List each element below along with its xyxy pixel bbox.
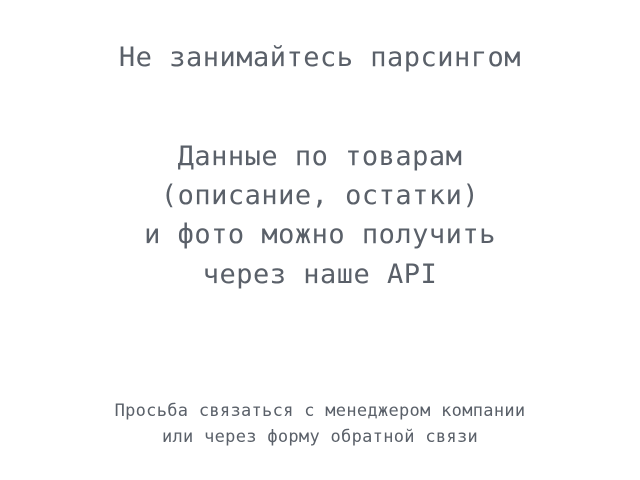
main-message-line: Данные по товарам xyxy=(177,141,463,173)
footer-message-line: Просьба связаться с менеджером компании xyxy=(114,401,526,421)
main-message-line: через наше API xyxy=(202,258,438,290)
main-message-line: (описание, остатки) xyxy=(160,180,480,212)
footer-message xyxy=(0,398,640,451)
main-message xyxy=(144,137,496,294)
main-message-line: и фото можно получить xyxy=(144,219,496,251)
page-title: Не занимайтесь парсингом xyxy=(118,42,522,73)
footer-message-line: или через форму обратной связи xyxy=(161,427,479,448)
